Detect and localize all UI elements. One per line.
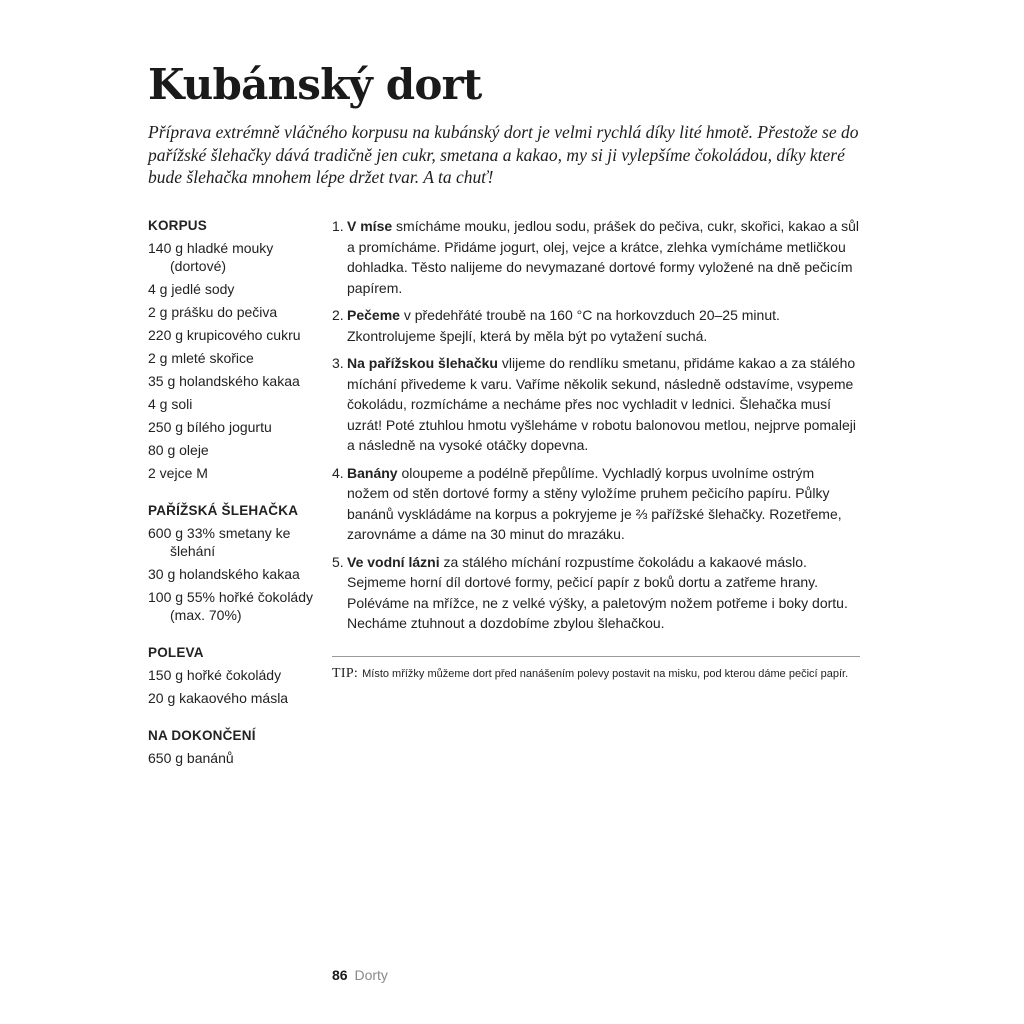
step-number: 3. bbox=[332, 355, 344, 371]
method-step bbox=[332, 216, 860, 298]
step-lead: V míse bbox=[347, 218, 393, 234]
step-number: 1. bbox=[332, 218, 344, 234]
ingredient-group-heading: PAŘÍŽSKÁ ŠLEHAČKA bbox=[148, 503, 299, 518]
ingredient-item: 80 g oleje bbox=[148, 442, 209, 458]
section-name: Dorty bbox=[354, 967, 388, 983]
step-text: vlijeme do rendlíku smetanu, přidáme kakao a za stálého míchání přivedeme k varu. Vaříme několik sekund, následně odstavíme, vsypeme čokoládu, rozmícháme a necháme přes noc vychladit v lednici. Šlehačka musí uzrát! Poté ztuhlou hmotu vyšleháme v robotu balonovou metlou, nejprve pomaleji a následně na vysoké otáčky dopevna. bbox=[347, 355, 856, 453]
ingredient-item: 150 g hořké čokolády bbox=[148, 667, 282, 683]
step-lead: Pečeme bbox=[347, 307, 400, 323]
method-step bbox=[332, 463, 860, 545]
tip-text: Místo mřížky můžeme dort před nanášením polevy postavit na misku, pod kterou dáme pečicí papír. bbox=[362, 668, 849, 680]
step-text: za stálého míchání rozpustíme čokoládu a kakaové máslo. Sejmeme horní díl dortové formy, pečicí papír z boků dortu a zatřeme hrany. Poléváme na mřížce, ne z velké výšky, a paletovým nožem potřeme i boky dortu. Necháme ztuhnout a dozdobíme zbylou šlehačkou. bbox=[347, 553, 848, 631]
step-lead: Na pařížskou šlehačku bbox=[347, 355, 498, 371]
step-number: 5. bbox=[332, 553, 344, 570]
ingredient-item: 2 g mleté skořice bbox=[148, 350, 254, 366]
ingredient-item: 35 g holandského kakaa bbox=[148, 373, 300, 389]
ingredient-item: 2 vejce M bbox=[148, 465, 208, 481]
ingredient-group-heading: POLEVA bbox=[148, 645, 204, 660]
ingredient-group-poleva bbox=[148, 643, 323, 707]
ingredient-item: 4 g jedlé sody bbox=[148, 281, 235, 297]
ingredient-group-na-dokonceni bbox=[148, 726, 323, 767]
ingredient-group-korpus bbox=[148, 216, 323, 482]
ingredient-item: 220 g krupicového cukru bbox=[148, 327, 301, 343]
ingredient-group-heading: KORPUS bbox=[148, 218, 207, 233]
recipe-intro: Příprava extrémně vláčného korpusu na kubánský dort je velmi rychlá díky lité hmotě. Přestože se do pařížské šlehačky dává tradičně jen cukr, smetana a kakao, my si ji vylepšíme čokoládou, díky které bude šlehačka mnohem lépe držet tvar. A ta chuť! bbox=[148, 122, 859, 187]
ingredient-item: 250 g bílého jogurtu bbox=[148, 419, 272, 435]
ingredient-group-heading: NA DOKONČENÍ bbox=[148, 728, 256, 743]
page-footer bbox=[332, 966, 388, 984]
method-steps bbox=[332, 216, 860, 641]
method-step bbox=[332, 305, 860, 346]
page-number: 86 bbox=[332, 967, 348, 983]
ingredient-item: 100 g 55% hořké čokolády (max. 70%) bbox=[148, 589, 313, 623]
step-text: smícháme mouku, jedlou sodu, prášek do pečiva, cukr, skořici, kakao a sůl a promícháme. Přidáme jogurt, olej, vejce a krátce, zlehka vymícháme metličkou dohladka. Těsto nalijeme do nevymazané dortové formy vyložené na dně pečicím papírem. bbox=[347, 218, 860, 296]
step-text: v předehřáté troubě na 160 °C na horkovzduch 20–25 minut. Zkontrolujeme špejlí, která by měla být po vytažení suchá. bbox=[347, 307, 780, 344]
method-step bbox=[332, 552, 860, 634]
method-step bbox=[332, 353, 860, 456]
ingredient-item: 20 g kakaového másla bbox=[148, 690, 289, 706]
step-number: 4. bbox=[332, 464, 344, 481]
ingredient-item: 4 g soli bbox=[148, 396, 193, 412]
step-text: oloupeme a podélně přepůlíme. Vychladlý korpus uvolníme ostrým nožem od stěn dortové formy a stěny vyložíme pruhem pečicího papíru. Půlky banánů vyskládáme na korpus a pokryjeme je ⅔ pařížské šlehačky. Rozetřeme, zarovnáme a dáme na 30 minut do mrazáku. bbox=[347, 464, 842, 542]
ingredient-item: 2 g prášku do pečiva bbox=[148, 304, 278, 320]
tip-box bbox=[332, 665, 860, 683]
ingredient-item: 140 g hladké mouky (dortové) bbox=[148, 240, 274, 274]
ingredient-item: 650 g banánů bbox=[148, 750, 234, 766]
tip-divider bbox=[332, 656, 860, 657]
step-lead: Banány bbox=[347, 464, 398, 481]
ingredient-group-parizska-slehacka bbox=[148, 501, 323, 624]
step-number: 2. bbox=[332, 307, 344, 323]
ingredient-item: 30 g holandského kakaa bbox=[148, 566, 300, 582]
ingredients-column bbox=[148, 216, 323, 786]
ingredient-item: 600 g 33% smetany ke šlehání bbox=[148, 525, 291, 559]
recipe-title: Kubánský dort bbox=[148, 60, 482, 109]
step-lead: Ve vodní lázni bbox=[347, 553, 440, 570]
tip-label: TIP: bbox=[332, 666, 359, 681]
